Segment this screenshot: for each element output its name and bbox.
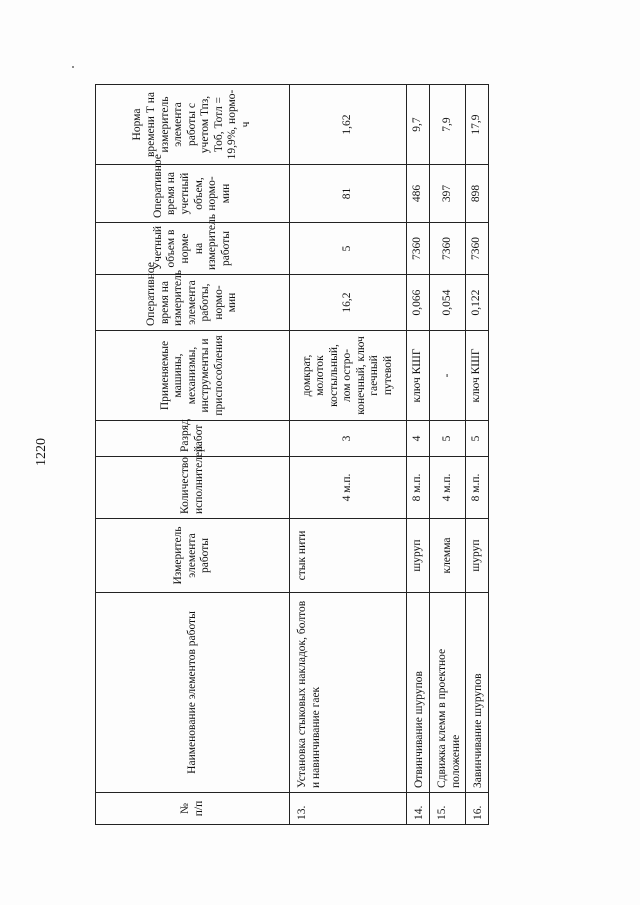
cell-workers: 4 м.п. (430, 457, 466, 519)
cell-norm: 1,62 (290, 85, 407, 165)
header-op-volume: Оперативное время на учетный объем, нормо-мин (96, 165, 290, 223)
cell-norm: 9,7 (407, 85, 430, 165)
table-row (466, 85, 489, 825)
table-row (290, 85, 407, 825)
table-row (430, 85, 466, 825)
cell-grade: 3 (290, 421, 407, 457)
cell-unit: стык нити (290, 519, 407, 593)
cell-tools: - (430, 331, 466, 421)
cell-tools: ключ КШГ (407, 331, 430, 421)
cell-op-time: 0,122 (466, 275, 489, 331)
cell-op-time: 16,2 (290, 275, 407, 331)
cell-norm: 17,9 (466, 85, 489, 165)
cell-num: 14. (407, 793, 430, 825)
cell-unit: клемма (430, 519, 466, 593)
cell-num: 15. (430, 793, 466, 825)
cell-grade: 5 (430, 421, 466, 457)
cell-workers: 8 м.п. (466, 457, 489, 519)
cell-volume: 7360 (430, 223, 466, 275)
header-op-time: Оперативное время на измеритель элемента работы, нормо-мин (96, 275, 290, 331)
cell-name: Отвинчивание шурупов (407, 593, 430, 793)
cell-volume: 7360 (466, 223, 489, 275)
header-tools: Применяемые машины, механизмы, инструменты и приспособления (96, 331, 290, 421)
cell-op-volume: 898 (466, 165, 489, 223)
cell-norm: 7,9 (430, 85, 466, 165)
cell-volume: 5 (290, 223, 407, 275)
cell-volume: 7360 (407, 223, 430, 275)
header-norm: Норма времени Т на измеритель элемента работы с учетом Тпз, Тоб, Тотл = 19,9%, нормо-ч (96, 85, 290, 165)
header-row (96, 85, 290, 825)
cell-num: 13. (290, 793, 407, 825)
cell-op-time: 0,066 (407, 275, 430, 331)
table-container (95, 85, 485, 825)
cell-workers: 8 м.п. (407, 457, 430, 519)
header-unit: Измеритель элемента работы (96, 519, 290, 593)
cell-op-volume: 486 (407, 165, 430, 223)
cell-op-volume: 397 (430, 165, 466, 223)
cell-name: Сдвижка клемм в проектное положение (430, 593, 466, 793)
header-name: Наименование элементов работы (96, 593, 290, 793)
cell-workers: 4 м.п. (290, 457, 407, 519)
header-grade: Разряд работ (96, 421, 290, 457)
cell-num: 16. (466, 793, 489, 825)
cell-name: Завинчивание шурупов (466, 593, 489, 793)
header-volume: Учетный объем в норме на измеритель работы (96, 223, 290, 275)
work-elements-table (95, 84, 489, 825)
page-number: 1220 (34, 438, 49, 466)
table-row (407, 85, 430, 825)
cell-tools: ключ КШГ (466, 331, 489, 421)
cell-name: Установка стыковых накладок, болтов и навинчивание гаек (290, 593, 407, 793)
cell-unit: шуруп (407, 519, 430, 593)
cell-op-volume: 81 (290, 165, 407, 223)
cell-op-time: 0,054 (430, 275, 466, 331)
cell-grade: 5 (466, 421, 489, 457)
cell-tools: домкрат, молоток костыльный, лом остро-конечный, ключ гаечный путевой (290, 331, 407, 421)
cell-unit: шуруп (466, 519, 489, 593)
header-num: № п/п (96, 793, 290, 825)
header-workers: Количество исполнителей (96, 457, 290, 519)
cell-grade: 4 (407, 421, 430, 457)
scan-speck (72, 66, 74, 68)
